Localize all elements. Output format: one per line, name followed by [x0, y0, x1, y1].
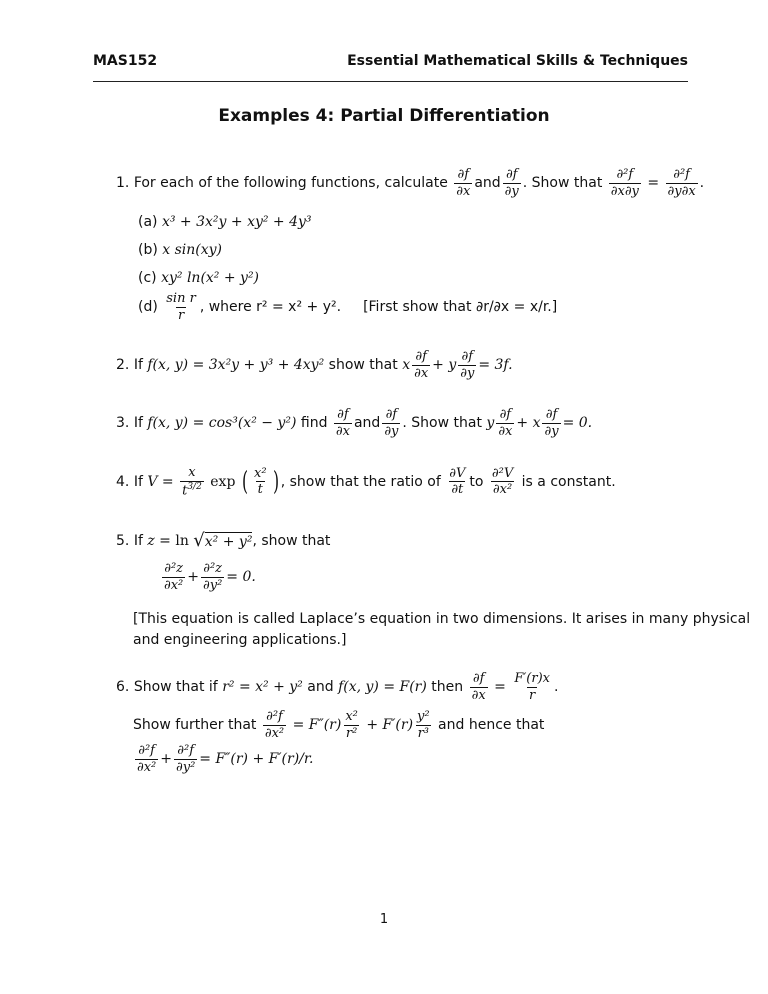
question-1c: (c) xy² ln(x² + y²)	[138, 270, 260, 286]
question-4: 4. If V = $\frac{x}{t^{3/2}}$ exp ( $\frac{\text{x²}}{t}$ ) , show that the ratio of $\frac{\partial V}{\partial t}$ to $\frac{\text{∂²V}}{\text{∂x²}}$ is a constant.	[116, 465, 616, 498]
question-6: 6. Show that if r² = x² + y² and f(x, y) = F(r) then $\frac{\partial f}{\partial x}$ = $\frac{F'(r)x}{r}$ .	[116, 671, 559, 703]
course-code: MAS152	[93, 53, 158, 69]
question-5: 5. If z = ln √ x² + y² , show that	[116, 530, 331, 551]
question-3: 3. If f(x, y) = cos³(x² − y²) find $\frac{\partial f}{\partial x}$ and $\frac{\partial f}{\partial y}$ . Show that y $\frac{\partial f}{\partial x}$ + x $\frac{\partial f}{\partial y}$ = 0.	[116, 407, 593, 439]
question-1: 1. For each of the following functions, calculate $\frac{\partial f}{\partial x}$ and $\frac{\partial f}{\partial y}$ . Show that $\frac{\text{∂²f}}{\partial x\partial y}$ = $\frac{\text{∂²f}}{\partial y\partial x}$ .	[116, 167, 705, 199]
question-2: 2. If f(x, y) = 3x²y + y³ + 4xy² show that x $\frac{\partial f}{\partial x}$ + y $\frac{\partial f}{\partial y}$ = 3f.	[116, 349, 513, 381]
page-number: 1	[379, 912, 389, 927]
df-dx: $\frac{\partial f}{\partial x}$	[456, 167, 471, 199]
question-1d: (d) $\frac{\text{sin r}}{r}$ , where r² = x² + y². [First show that ∂r/∂x = x/r.]	[138, 291, 558, 323]
header-rule	[93, 81, 688, 82]
df-dy: $\frac{\partial f}{\partial y}$	[504, 167, 519, 199]
question-1a: (a) x³ + 3x²y + xy² + 4y³	[138, 214, 312, 230]
course-title: Essential Mathematical Skills & Techniques	[347, 53, 688, 69]
laplace-note-line-2: and engineering applications.]	[133, 632, 347, 648]
question-6-result: $\frac{\text{∂²f}}{\text{∂x²}}$ + $\frac{\text{∂²f}}{\text{∂y²}}$ = F″(r) + F′(r)/r.	[137, 743, 314, 775]
laplace-note-line-1: [This equation is called Laplace’s equation in two dimensions. It arises in many physical	[133, 611, 751, 627]
page-title: Examples 4: Partial Differentiation	[218, 106, 550, 126]
question-1b: (b) x sin(xy)	[138, 242, 223, 258]
question-6-further: Show further that $\frac{\text{∂²f}}{\text{∂x²}}$ = F″(r) $\frac{\text{x²}}{\text{r²}}$ + F′(r) $\frac{\text{y²}}{\text{r³}}$ and hence that	[133, 709, 545, 741]
laplace-equation: $\frac{\text{∂²z}}{\text{∂x²}}$ + $\frac{\text{∂²z}}{\text{∂y²}}$ = 0.	[164, 561, 256, 593]
